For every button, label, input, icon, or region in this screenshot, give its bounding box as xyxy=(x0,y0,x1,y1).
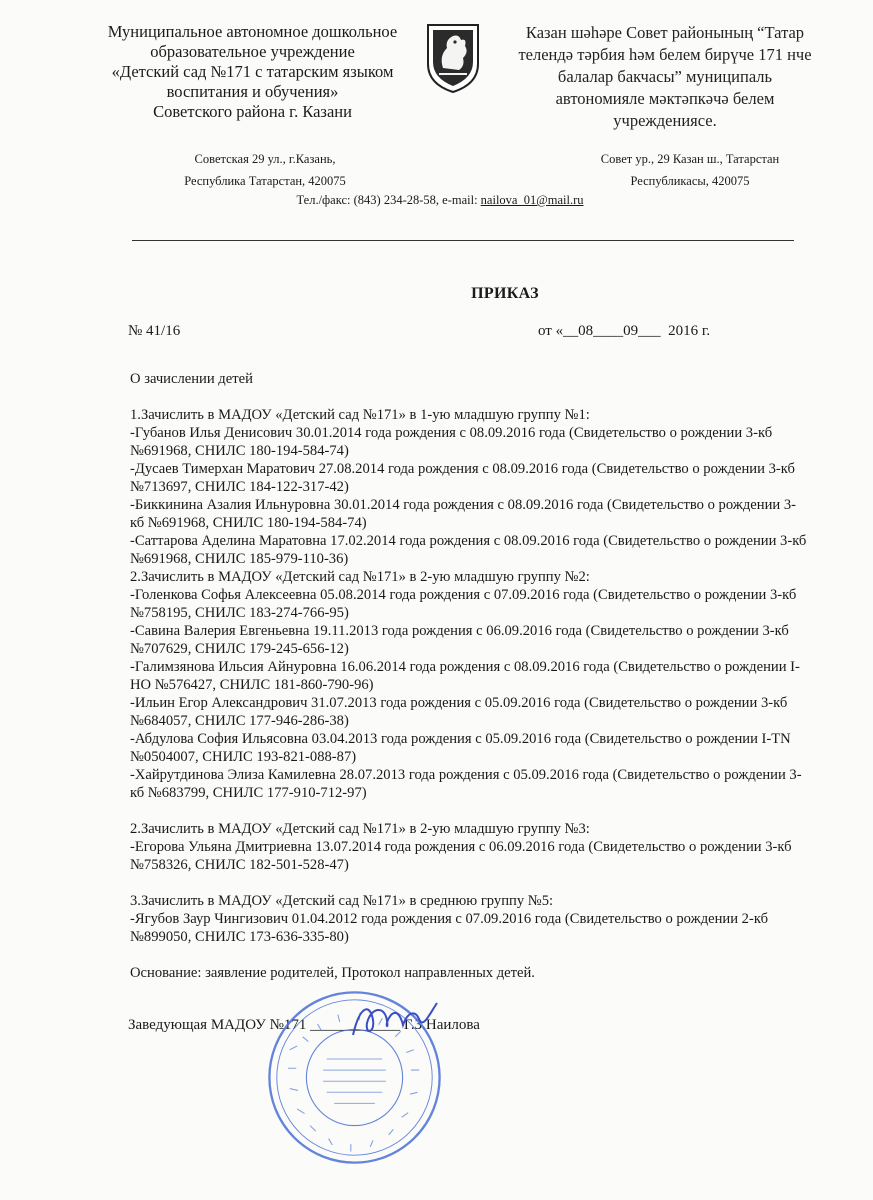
paragraph: -Ильин Егор Александрович 31.07.2013 года рождения с 05.09.2016 года (Свидетельство о рождении 3-кб №684057, СНИЛС 177-946-286-38) xyxy=(130,695,788,729)
header-line: учреждениясе. xyxy=(613,111,717,130)
header-divider xyxy=(132,240,794,241)
paragraph: -Губанов Илья Денисович 30.01.2014 года рождения с 08.09.2016 года (Свидетельство о рождении 3-кб №691968, СНИЛС 180-194-584-74) xyxy=(130,425,773,459)
header-line: Советского района г. Казани xyxy=(153,102,352,121)
header-org-name-ru xyxy=(95,22,410,122)
paragraph: 2.Зачислить в МАДОУ «Детский сад №171» в 2-ую младшую группу №2: xyxy=(130,569,590,585)
header-line: телендә тәрбия һәм белем бирүче 171 нче xyxy=(518,45,812,64)
paragraph: -Саттарова Аделина Маратовна 17.02.2014 года рождения с 08.09.2016 года (Свидетельство о рождении 3-кб №691968, СНИЛС 185-979-110-36) xyxy=(130,533,807,567)
paragraph: -Галимзянова Ильсия Айнуровна 16.06.2014 года рождения с 08.09.2016 года (Свидетельство о рождении I-НО №576427, СНИЛС 181-860-790-96) xyxy=(130,659,800,693)
basis-line: Основание: заявление родителей, Протокол направленных детей. xyxy=(130,965,535,981)
signature-line: Заведующая МАДОУ №171 ____________ Г.З.Наилова xyxy=(128,1017,480,1033)
header-line: образовательное учреждение xyxy=(150,42,355,61)
header-line: воспитания и обучения» xyxy=(166,82,339,101)
contact-line xyxy=(180,193,700,208)
address-line: Республикасы, 420075 xyxy=(630,174,750,188)
paragraph: -Дусаев Тимерхан Маратович 27.08.2014 года рождения с 08.09.2016 года (Свидетельство о рождении 3-кб №713697, СНИЛС 184-122-317-42) xyxy=(130,461,795,495)
phone-fax: Тел./факс: (843) 234-28-58, e-mail: xyxy=(296,193,481,207)
address-ru xyxy=(135,148,395,192)
order-date: от «__08____09___ 2016 г. xyxy=(538,323,711,339)
order-body xyxy=(130,370,810,982)
paragraph: 1.Зачислить в МАДОУ «Детский сад №171» в 1-ую младшую группу №1: xyxy=(130,407,590,423)
header-org-name-tt xyxy=(495,22,835,132)
header-line: балалар бакчасы” муниципаль xyxy=(557,67,773,86)
address-line: Республика Татарстан, 420075 xyxy=(184,174,346,188)
order-subject: О зачислении детей xyxy=(130,371,253,387)
paragraph: 3.Зачислить в МАДОУ «Детский сад №171» в среднюю группу №5: xyxy=(130,893,554,909)
order-number: № 41/16 xyxy=(128,323,181,339)
paragraph: -Ягубов Заур Чингизович 01.04.2012 года рождения с 07.09.2016 года (Свидетельство о рождении 2-кб №899050, СНИЛС 173-636-335-80) xyxy=(130,911,768,945)
paragraph: -Егорова Ульяна Дмитриевна 13.07.2014 года рождения с 06.09.2016 года (Свидетельство о рождении 3-кб №758326, СНИЛС 182-501-528-47) xyxy=(130,839,792,873)
paragraph: -Хайрутдинова Элиза Камилевна 28.07.2013 года рождения с 05.09.2016 года (Свидетельство о рождении 3-кб №683799, СНИЛС 177-910-712-97) xyxy=(130,767,802,801)
header-line: Казан шәһәре Совет районының “Татар xyxy=(525,23,805,42)
document-title: ПРИКАЗ xyxy=(471,285,539,302)
handwritten-signature xyxy=(345,995,445,1045)
header-line: автономияле мәктәпкәчә белем xyxy=(555,89,775,108)
paragraph: -Абдулова София Ильясовна 03.04.2013 года рождения с 05.09.2016 года (Свидетельство о рождении I-TN №0504007, СНИЛС 193-821-088-87) xyxy=(130,731,791,765)
address-tt xyxy=(555,148,825,192)
address-line: Советская 29 ул., г.Казань, xyxy=(194,152,336,166)
header-line: Муниципальное автономное дошкольное xyxy=(107,22,398,41)
paragraph: -Савина Валерия Евгеньевна 19.11.2013 года рождения с 06.09.2016 года (Свидетельство о рождении 3-кб №707629, СНИЛС 179-245-656-12) xyxy=(130,623,789,657)
paragraph: -Голенкова Софья Алексеевна 05.08.2014 года рождения с 07.09.2016 года (Свидетельство о рождении 3-кб №758195, СНИЛС 183-274-766-95) xyxy=(130,587,797,621)
header-line: «Детский сад №171 с татарским языком xyxy=(111,62,394,81)
paragraph: -Биккинина Азалия Ильнуровна 30.01.2014 года рождения с 08.09.2016 года (Свидетельство о рождении 3-кб №691968, СНИЛС 180-194-584-74) xyxy=(130,497,797,531)
address-line: Совет ур., 29 Казан ш., Татарстан xyxy=(600,152,780,166)
paragraph: 2.Зачислить в МАДОУ «Детский сад №171» в 2-ую младшую группу №3: xyxy=(130,821,590,837)
email-link[interactable]: nailova_01@mail.ru xyxy=(480,193,584,207)
kazan-coat-of-arms-icon xyxy=(425,22,481,94)
